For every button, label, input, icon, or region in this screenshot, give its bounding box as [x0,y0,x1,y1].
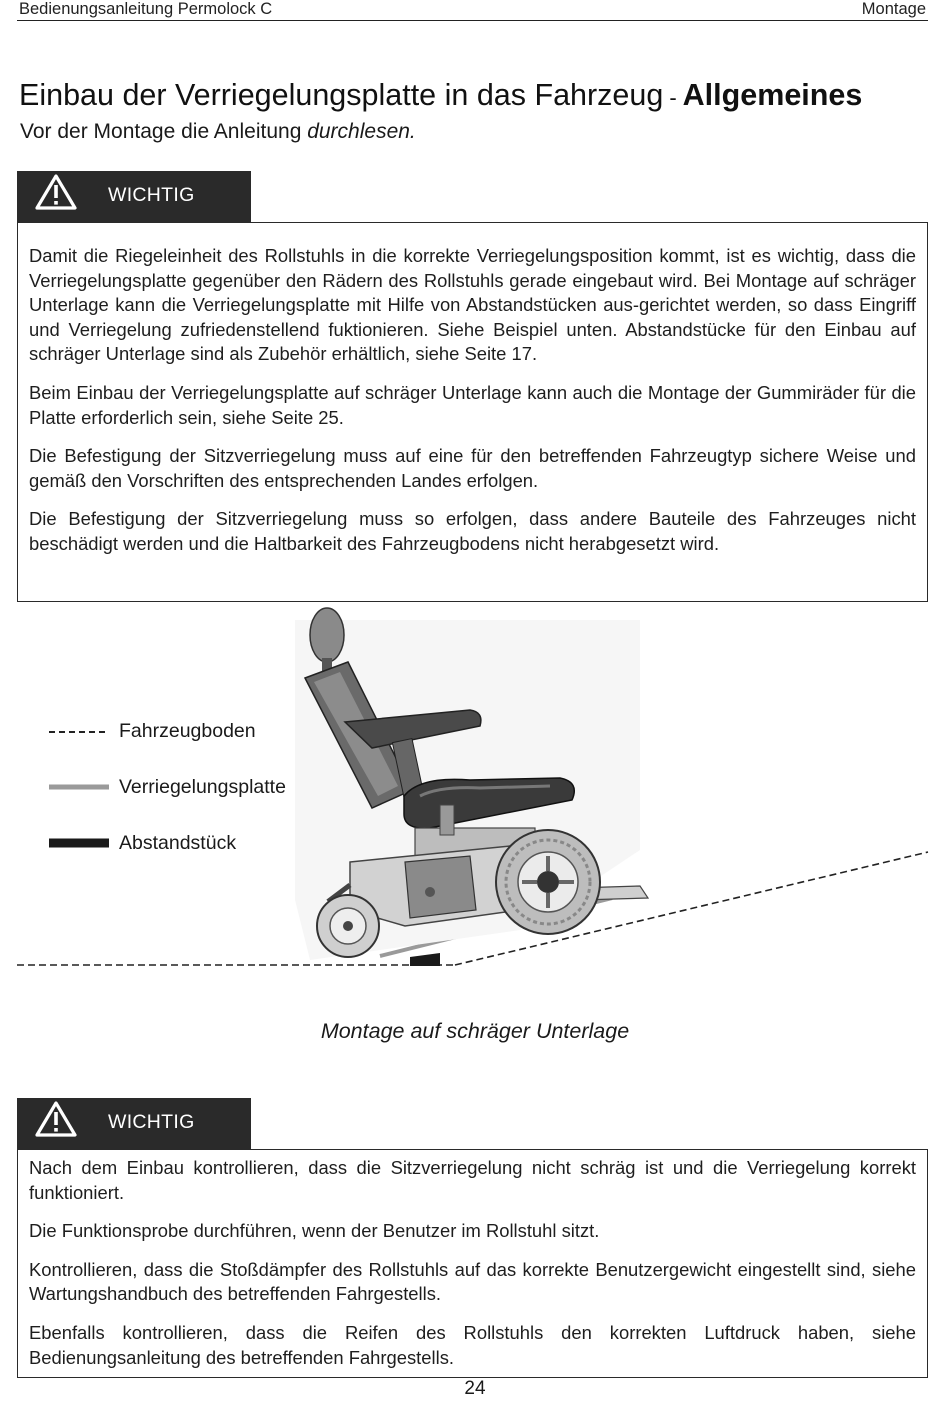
warning-box-2 [17,1149,928,1378]
warning-paragraph: Ebenfalls kontrollieren, dass die Reifen des Rollstuhls den korrekten Luftdruck haben, siehe Bedienungsanleitung des betreffenden Fahrgestells. [29,1321,916,1368]
title-bold: Allgemeines [682,78,863,112]
warning-label: WICHTIG [108,184,195,206]
warning-paragraph: Nach dem Einbau kontrollieren, dass die Sitzverriegelung nicht schräg ist und die Verriegelung korrekt funktioniert. [29,1157,916,1203]
legend-label-floor: Fahrzeugboden [119,720,256,742]
warning-label: WICHTIG [108,1111,195,1133]
header-rule [17,20,928,21]
legend-label-plate: Verriegelungsplatte [119,776,286,798]
seat-post [440,805,454,835]
warning-box-1 [17,222,928,602]
page-title [19,76,862,117]
warning-tab-2 [17,1098,251,1149]
legend-label-spacer: Abstandstück [119,832,237,854]
front-caster-axle [343,921,353,931]
page-subtitle [20,118,416,146]
warning-tab-1 [17,171,251,222]
subtitle-text: Vor der Montage die Anleitung [20,120,308,143]
warning-paragraph: Beim Einbau der Verriegelungsplatte auf schräger Unterlage kann auch die Montage der Gummiräder für die Platte erforderlich sein, siehe Seite 25. [29,381,916,428]
page-number: 24 [464,1378,486,1399]
warning-paragraph: Die Befestigung der Sitzverriegelung muss auf eine für den betreffenden Fahrzeugtyp sichere Weise und gemäß den Vorschriften des entsprechenden Landes erfolgen. [29,445,916,491]
warning-triangle-icon [35,174,77,210]
figure-caption: Montage auf schräger Unterlage [320,1019,630,1043]
drive-wheel-hub [537,871,559,893]
running-header-left: Bedienungsanleitung Permolock C [19,0,273,18]
wheelchair-figure [0,600,950,990]
running-header-right: Montage [861,0,926,18]
chassis-bolt [425,887,435,897]
warning-paragraph: Die Funktionsprobe durchführen, wenn der Benutzer im Rollstuhl sitzt. [29,1220,600,1242]
warning-triangle-icon [35,1101,77,1137]
warning-paragraph: Damit die Riegeleinheit des Rollstuhls in die korrekte Verriegelungsposition kommt, ist es wichtig, dass die Verriegelungsplatte gegenüber den Rädern des Rollstuhls gerade eingebaut wird. Bei Montage auf schräger Unterlage kann die Verriegelungsplatte mit Hilfe von Abstandstücken aus-gerichtet werden, so dass Eingriff und Verriegelung zufriedenstellend fuktionieren. Siehe Beispiel unten. Abstandstücke für den Einbau auf schräger Unterlage sind als Zubehör erhältlich, siehe Seite 17. [29,245,916,365]
spacer-block [410,953,440,966]
headrest [310,608,344,662]
title-main: Einbau der Verriegelungsplatte in das Fahrzeug [19,78,664,112]
battery-box [405,856,476,918]
subtitle-italic: durchlesen. [307,120,416,143]
title-dash: - [669,85,677,110]
warning-paragraph: Kontrollieren, dass die Stoßdämpfer des Rollstuhls auf das korrekte Benutzergewicht eingestellt sind, siehe Wartungshandbuch des betreffenden Fahrgestells. [29,1258,916,1305]
warning-paragraph: Die Befestigung der Sitzverriegelung muss so erfolgen, dass andere Bauteile des Fahrzeuges nicht beschädigt werden und die Haltbarkeit des Fahrzeugbodens nicht herabgesetzt wird. [29,508,916,554]
